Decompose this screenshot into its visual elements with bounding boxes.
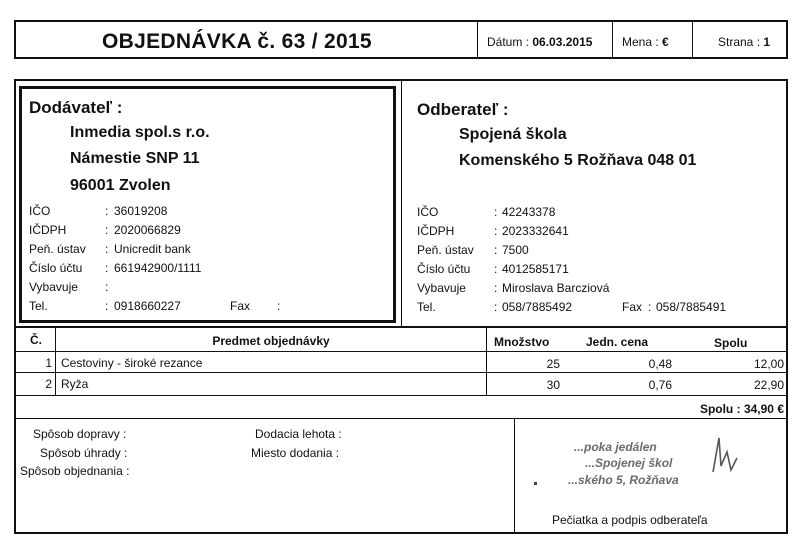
customer-tel-label: Tel.	[417, 300, 436, 314]
date-field	[487, 35, 592, 49]
customer-fax-value: 058/7885491	[656, 300, 727, 314]
supplier-tel-sep: :	[105, 299, 109, 313]
customer-tel-sep: :	[494, 300, 498, 314]
page-value: 1	[763, 35, 771, 49]
table-col-divider	[486, 327, 487, 395]
supplier-tel-value: 0918660227	[114, 299, 181, 313]
header-divider	[692, 21, 693, 58]
customer-icdph-value: 2023332641	[502, 224, 569, 238]
supplier-ico-sep: :	[105, 204, 109, 218]
supplier-street: Námestie SNP 11	[70, 150, 200, 167]
customer-ico-sep: :	[494, 205, 498, 219]
row-1-subject: Cestoviny - široké rezance	[61, 356, 203, 370]
customer-bank-sep: :	[494, 243, 498, 257]
supplier-ico-label: IČO	[29, 204, 51, 218]
date-label: Dátum :	[487, 35, 530, 49]
customer-bank-value: 7500	[502, 243, 529, 257]
column-header-total: Spolu	[714, 336, 748, 350]
row-2-subject: Ryža	[61, 377, 89, 391]
supplier-city: 96001 Zvolen	[70, 177, 171, 194]
supplier-fax-sep: :	[277, 299, 281, 313]
header-divider	[612, 21, 613, 58]
supplier-heading: Dodávateľ :	[29, 98, 123, 117]
row-1-total: 12,00	[753, 357, 784, 371]
row-2-rule	[15, 395, 787, 396]
supplier-icdph-sep: :	[105, 223, 109, 237]
currency-field	[622, 35, 669, 49]
parties-divider	[401, 80, 402, 326]
customer-account-label: Číslo účtu	[417, 262, 471, 276]
stamp-dot	[534, 482, 537, 485]
row-2-total: 22,90	[753, 378, 784, 392]
customer-contact-sep: :	[494, 281, 498, 295]
column-header-unit-price: Jedn. cena	[586, 335, 649, 349]
date-value: 06.03.2015	[532, 35, 593, 49]
row-1-qty: 25	[546, 357, 560, 371]
customer-contact-label: Vybavuje	[417, 281, 466, 295]
column-header-qty: Množstvo	[494, 335, 550, 349]
supplier-icdph-value: 2020066829	[114, 223, 181, 237]
customer-address: Komenského 5 Rožňava 048 01	[459, 152, 697, 169]
column-header-no: Č.	[30, 333, 42, 347]
table-top-rule	[15, 326, 787, 328]
supplier-ico-value: 36019208	[114, 204, 168, 218]
payment-label: Spôsob úhrady :	[40, 446, 128, 460]
sum-value: 34,90 €	[743, 402, 784, 416]
customer-heading: Odberateľ :	[417, 100, 509, 119]
table-header-rule	[15, 351, 787, 352]
customer-account-sep: :	[494, 262, 498, 276]
supplier-account-label: Číslo účtu	[29, 261, 83, 275]
supplier-account-sep: :	[105, 261, 109, 275]
stamp-line-2: ...Spojenej škol	[585, 456, 673, 470]
row-1-no: 1	[45, 356, 52, 370]
row-1-rule	[15, 372, 787, 373]
column-header-subject: Predmet objednávky	[212, 334, 330, 348]
footer-divider	[514, 419, 515, 533]
supplier-tel-label: Tel.	[29, 299, 48, 313]
supplier-bank-sep: :	[105, 242, 109, 256]
customer-icdph-sep: :	[494, 224, 498, 238]
stamp-line-3: ...ského 5, Rožňava	[568, 473, 679, 487]
supplier-contact-label: Vybavuje	[29, 280, 78, 294]
sum-rule	[15, 418, 787, 419]
customer-account-value: 4012585171	[502, 262, 569, 276]
sum-label: Spolu :	[699, 402, 741, 416]
row-2-qty: 30	[546, 378, 560, 392]
currency-label: Mena :	[622, 35, 659, 49]
supplier-contact-sep: :	[105, 280, 109, 294]
signature-caption: Pečiatka a podpis odberateľa	[552, 513, 708, 527]
customer-fax-sep: :	[648, 300, 652, 314]
delivery-place-label: Miesto dodania :	[251, 446, 340, 460]
supplier-account-value: 661942900/1111	[114, 261, 202, 275]
page-field	[718, 35, 770, 49]
currency-value: €	[662, 35, 669, 49]
supplier-icdph-label: IČDPH	[29, 223, 67, 237]
delivery-term-label: Dodacia lehota :	[255, 427, 342, 441]
customer-contact-value: Miroslava Barcziová	[502, 281, 610, 295]
customer-fax-label: Fax	[622, 300, 643, 314]
customer-name: Spojená škola	[459, 126, 567, 143]
customer-tel-value: 058/7885492	[502, 300, 573, 314]
signature-mark	[705, 432, 745, 482]
row-2-no: 2	[45, 377, 52, 391]
header-divider	[477, 21, 478, 58]
transport-label: Spôsob dopravy :	[33, 427, 127, 441]
customer-ico-value: 42243378	[502, 205, 556, 219]
page-label: Strana :	[718, 35, 761, 49]
row-2-unit-price: 0,76	[648, 378, 672, 392]
order-method-label: Spôsob objednania :	[20, 464, 130, 478]
customer-icdph-label: IČDPH	[417, 224, 455, 238]
supplier-name: Inmedia spol.s r.o.	[70, 124, 210, 141]
row-1-unit-price: 0,48	[648, 357, 672, 371]
supplier-fax-label: Fax	[230, 299, 251, 313]
customer-bank-label: Peň. ústav	[417, 243, 474, 257]
supplier-bank-label: Peň. ústav	[29, 242, 86, 256]
stamp-line-1: ...poka jedálen	[574, 440, 657, 454]
sum-field	[600, 402, 784, 416]
customer-ico-label: IČO	[417, 205, 439, 219]
document-title: OBJEDNÁVKA č. 63 / 2015	[102, 30, 372, 53]
supplier-bank-value: Unicredit bank	[114, 242, 191, 256]
